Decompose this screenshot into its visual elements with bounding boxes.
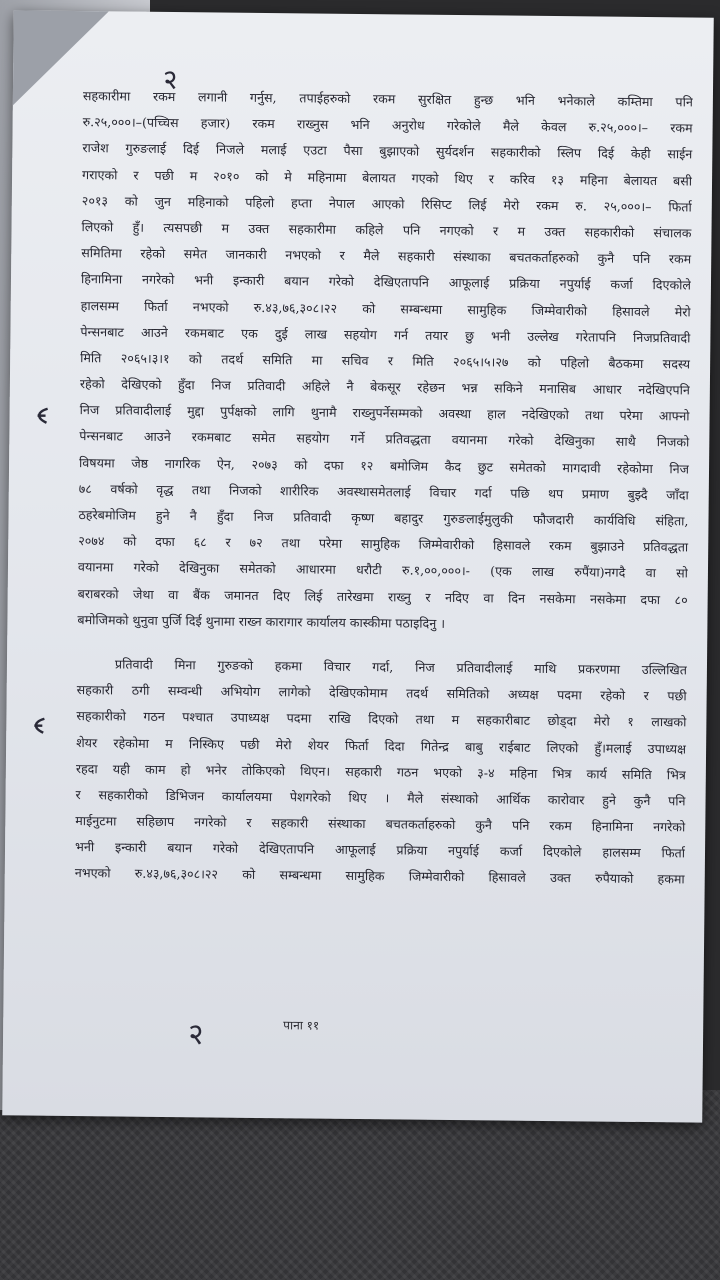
text-line: मिति २०६५।३।१ को तदर्थ समिति मा सचिव र मिति २०६५।५।२७ को पहिलो बैठकमा सदस्य — [80, 349, 691, 372]
text-line: सहकारी ठगी सम्वन्धी अभियोग लागेको देखिएकोमाम तदर्थ समितिको अध्यक्ष पदमा रहेको र पछी — [76, 682, 687, 704]
text-line: सहकारीमा रकम लगानी गर्नुस, तपाईहरुको रकम सुरक्षित हुन्छ भनि भनेकाले कम्तिमा पनि — [82, 88, 693, 110]
text-line: विषयमा जेष्ठ नागरिक ऐन, २०७३ को दफा १२ बमोजिम कैद छुट समेतको मागदावी रहेकोमा निज — [78, 454, 690, 477]
text-line: र सहकारीको डिभिजन कार्यालयमा पेशगरेको थिए । मैले संस्थाको आर्थिक कारोवार हुने कुनै पनि — [75, 786, 686, 809]
text-line: नभएको रु.४३,७६,३०८।२२ को सम्बन्धमा सामुहिक जिम्मेवारीको हिसावले उक्त रुपैयाको हकमा — [74, 865, 685, 887]
text-line: प्रतिवादी मिना गुरुङको हकमा विचार गर्दा, निज प्रतिवादीलाई माथि प्रकरणमा उल्लिखित — [114, 656, 688, 678]
text-line: निज प्रतिवादीलाई मुद्दा पुर्पक्षको लागि थुनामै राख्नुपर्नेसम्मको अवस्था हाल नदेखिएको तथा परेमा आफ्नो — [79, 402, 690, 424]
page-number: पाना ११ — [283, 1018, 320, 1033]
text-line: रहदा यही काम हो भनेर तोकिएको थिएन। सहकारी गठन भएको ३-४ महिना भित्र कार्य समिति भित्र — [75, 760, 686, 783]
text-line: भनी इन्कारी बयान गरेको देखिएतापनि आफूलाई प्रक्रिया नपुर्याई कर्जा दिएकोले हालसम्म फिर्ता — [74, 839, 686, 861]
text-line: वयानमा गरेको देखिनुका समेतको आधारमा धरौटी रु.१,००,०००।- (एक लाख रुपैंया)नगदै वा सो — [77, 559, 689, 581]
text-line: पेन्सनबाट आउने रकमबाट एक दुई लाख सहयोग गर्न तयार छु भनी उल्लेख गरेतापनि निजप्रतिवादी — [80, 323, 691, 346]
paragraph — [77, 83, 693, 639]
text-line: २०१३ को जुन महिनाको पहिलो हप्ता नेपाल आएको रिसिप्ट लिई मेरो रकम रु. २५,०००।– फिर्ता — [81, 192, 692, 215]
text-line: बराबरको जेथा वा बैंक जमानत दिए लिई तारेखमा राख्नु र नदिए वा दिन नसकेमा नसकेमा दफा ८० — [77, 585, 688, 608]
text-line: समितिमा रहेको समेत जानकारी नभएको र मैले सहकारी संस्थाका बचतकर्ताहरुको कुनै पनि रकम — [81, 245, 692, 267]
text-line: गराएको र पछी म २०१० को मे महिनामा बेलायत गएको थिए र करिव १३ महिना बेलायत बसी — [82, 166, 693, 189]
handwritten-mark-bottom: २ — [186, 1016, 207, 1054]
text-line: ठहरेबमोजिम हुने नै हुँदा निज प्रतिवादी कृष्ण बहादुर गुरुङलाईमुलुकी फौजदारी कार्यविधि संहिता, — [78, 507, 689, 529]
margin-bracket-mark — [28, 716, 48, 736]
text-line: सहकारीको गठन पश्चात उपाध्यक्ष पदमा राखि दिएको तथा म सहकारीबाट छोड्दा मेरो १ लाखको — [76, 708, 687, 730]
handwritten-mark-top: २ — [160, 62, 181, 97]
text-line: माईनुटमा सहिछाप नगरेको र सहकारी संस्थाका बचतकर्ताहरुको कुनै पनि रकम हिनामिना नगरेको — [75, 813, 686, 835]
text-line: रहेको देखिएको हुँदा निज प्रतिवादी अहिले नै बेकसूर रहेछन भन्न सकिने मनासिब आधार नदेखिएपनि — [79, 376, 690, 398]
text-line: हालसम्म फिर्ता नभएको रु.४३,७६,३०८।२२ को सम्बन्धमा सामुहिक जिम्मेवारीको हिसावले मेरो — [80, 297, 691, 319]
document-page — [2, 10, 714, 1122]
text-line: ७८ वर्षको वृद्ध तथा निजको शारीरिक अवस्थासमेतलाई विचार गर्दा पछि थप प्रमाण बुझ्दै जाँदा — [78, 480, 689, 503]
text-line: लिएको हुँ। त्यसपछी म उक्त सहकारीमा कहिले पनि नगएको र म उक्त सहकारीको संचालक — [81, 219, 692, 241]
text-line: पेन्सनबाट आउने रकमबाट समेत सहयोग गर्ने प्रतिवद्धता वयानमा गरेको देखिनुका साथै निजको — [79, 428, 690, 450]
text-line: राजेश गुरुङलाई दिई निजले मलाई एउटा पैसा बुझाएको सुर्यदर्शन सहकारीको स्लिप दिई केही साईन — [82, 140, 693, 162]
text-line: शेयर रहेकोमा म निस्किए पछी मेरो शेयर फिर्ता दिदा गितेन्द्र बाबु राईबाट लिएको हुँ।मलाई उपाध्यक्ष — [76, 734, 687, 756]
text-line: बमोजिमको थुनुवा पुर्जि दिई थुनामा राख्न कारागार कार्यालय कास्कीमा पठाइदिनु । — [77, 611, 446, 631]
text-line: २०७४ को दफा ६८ र ७२ तथा परेमा सामुहिक जिम्मेवारीको हिसावले रकम बुझाउने प्रतिवद्धता — [78, 533, 689, 555]
margin-bracket-mark — [31, 406, 51, 426]
text-line: रु.२५,०००।–(पच्चिस हजार) रकम राख्नुस भनि अनुरोध गरेकोले मैले केवल रु.२५,०००।– रकम — [82, 114, 693, 136]
text-line: हिनामिना नगरेको भनी इन्कारी बयान गरेको देखिएतापनि आफूलाई प्रक्रिया नपुर्याई कर्जा दिएकोले — [80, 271, 692, 293]
document-body — [75, 83, 693, 893]
paragraph — [75, 651, 687, 893]
